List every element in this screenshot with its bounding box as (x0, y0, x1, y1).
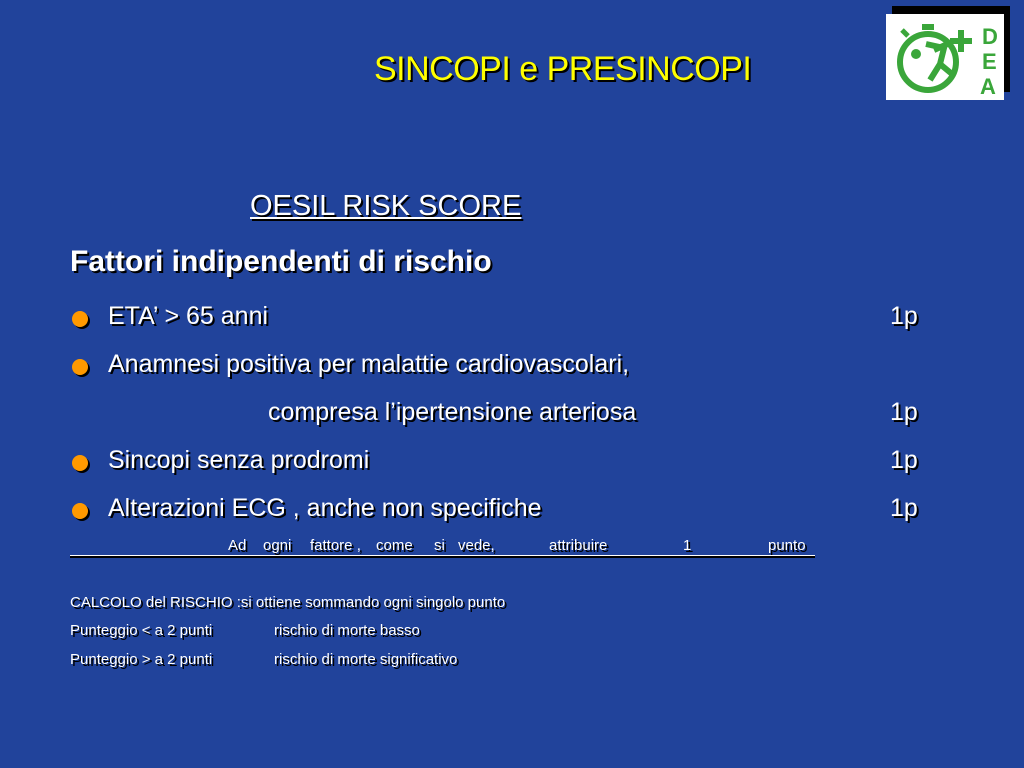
bullet-icon (72, 455, 88, 471)
calculation-line: CALCOLO del RISCHIO :si ottiene sommando ogni singolo punto (70, 594, 506, 611)
factor-points: 1p (890, 494, 918, 522)
factor-points: 1p (890, 398, 918, 426)
factor-points: 1p (890, 446, 918, 474)
logo-letter-a: A (980, 74, 996, 99)
stopwatch-runner-icon (886, 14, 1004, 100)
factor-row (0, 302, 1024, 336)
factor-label: Sincopi senza prodromi (108, 446, 370, 474)
factor-label: compresa l’ipertensione arteriosa (268, 398, 637, 426)
scoring-note (70, 537, 815, 556)
score-high-label: Punteggio > a 2 punti (70, 651, 213, 668)
note-word: fattore , (310, 537, 361, 554)
note-word: attribuire (549, 537, 608, 554)
risk-factors-heading: Fattori indipendenti di rischio (70, 245, 492, 278)
score-low-outcome: rischio di morte basso (274, 622, 420, 639)
score-high-outcome: rischio di morte significativo (274, 651, 458, 668)
logo-panel (886, 14, 1004, 100)
note-word: 1 (683, 537, 692, 554)
dea-logo (886, 14, 1004, 100)
note-word: vede, (458, 537, 495, 554)
note-word: come (376, 537, 413, 554)
slide-title: SINCOPI e PRESINCOPI (374, 50, 752, 88)
bullet-icon (72, 311, 88, 327)
factor-row (0, 446, 1024, 480)
score-low-label: Punteggio < a 2 punti (70, 622, 213, 639)
logo-letter-e: E (982, 49, 997, 74)
bullet-icon (72, 359, 88, 375)
factor-label: ETA’ > 65 anni (108, 302, 269, 330)
factor-points: 1p (890, 302, 918, 330)
factor-row (0, 350, 1024, 384)
note-word: punto (768, 537, 806, 554)
note-word: si (434, 537, 445, 554)
bullet-icon (72, 503, 88, 519)
note-word: ogni (263, 537, 292, 554)
note-word: Ad (228, 537, 247, 554)
factor-row-continued (0, 398, 1024, 432)
score-title: OESIL RISK SCORE (250, 190, 522, 222)
factor-label: Anamnesi positiva per malattie cardiovascolari, (108, 350, 630, 378)
factor-label: Alterazioni ECG , anche non specifiche (108, 494, 542, 522)
logo-letter-d: D (982, 24, 998, 49)
factor-row (0, 494, 1024, 528)
